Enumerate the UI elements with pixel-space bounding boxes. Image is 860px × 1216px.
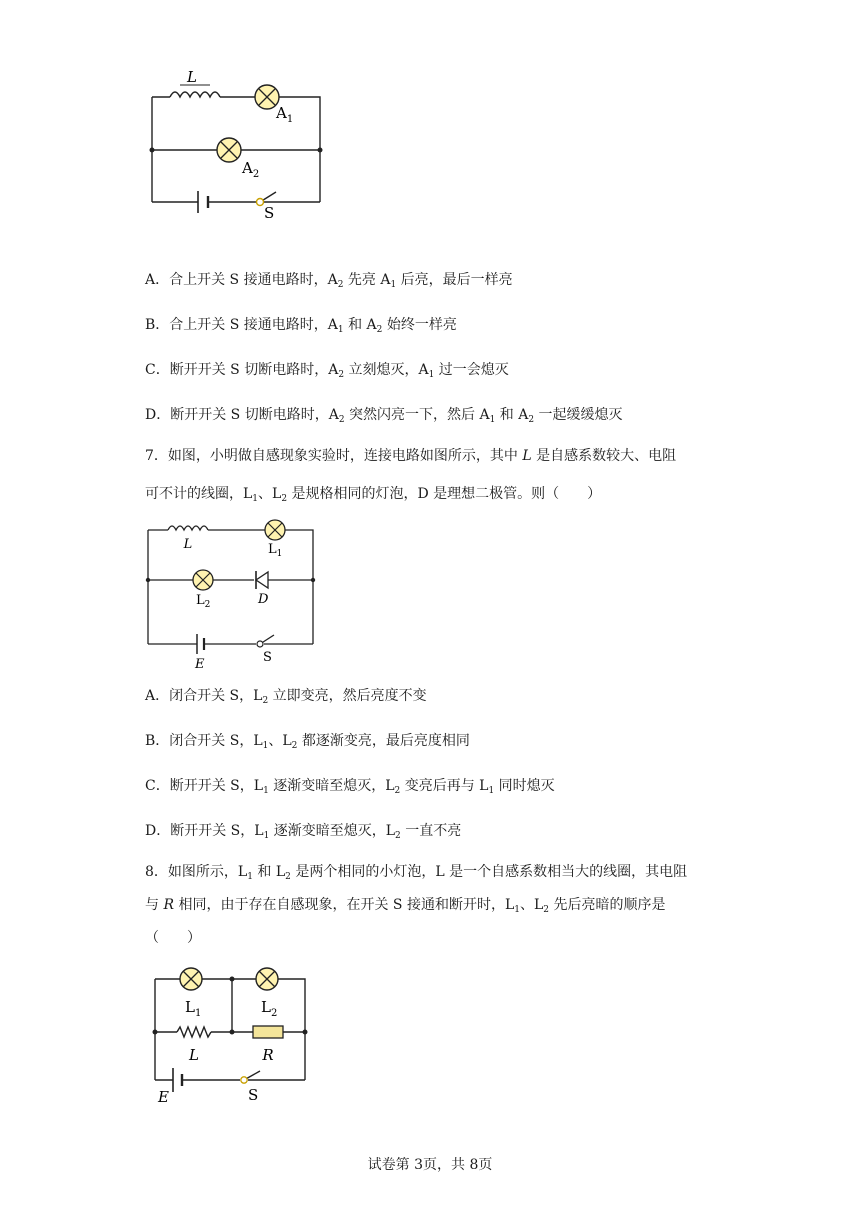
- label-e: E: [158, 1088, 169, 1106]
- junction-dot: [153, 1030, 158, 1035]
- page-footer: 试卷第 3页，共 8页: [367, 1157, 493, 1173]
- label-e: E: [195, 657, 205, 672]
- q7-option-a: A．闭合开关 S，$L_2$ 立即变亮，然后亮度不变: [145, 688, 427, 706]
- label-s: S: [248, 1086, 259, 1104]
- q8-stem-line-2: 与 R 相同，由于存在自感现象，在开关 S 接通和断开时，$L_1$、$L_2$ 先后亮暗的顺序是: [145, 897, 666, 915]
- junction-dot: [303, 1030, 308, 1035]
- q6-option-a: A．合上开关 S 接通电路时，$A_2$ 先亮 $A_1$ 后亮，最后一样亮: [145, 272, 513, 290]
- label-l2: $L_2$: [261, 998, 278, 1019]
- label-a1: $A_1$: [276, 104, 294, 125]
- q8-answer-bracket: （ ）: [145, 930, 201, 946]
- junction-dot: [230, 1030, 235, 1035]
- label-l2: $L_2$: [196, 593, 211, 610]
- q7-stem-line-2: 可不计的线圈，$L_1$、$L_2$ 是规格相同的灯泡，D 是理想二极管。则（ ）: [145, 486, 602, 504]
- lamp-l2-icon: [193, 570, 213, 590]
- q7-stem-line-1: 7．如图，小明做自感现象实验时，连接电路如图所示，其中 L 是自感系数较大、电阻: [145, 448, 677, 464]
- label-r: R: [262, 1046, 274, 1064]
- circuit-figure-1: [140, 60, 340, 220]
- diode-icon: [256, 571, 268, 589]
- label-s: S: [264, 204, 275, 220]
- label-l: L: [189, 1046, 199, 1064]
- q7-option-b: B．闭合开关 S，$L_1$、$L_2$ 都逐渐变亮，最后亮度相同: [145, 733, 470, 751]
- junction-dot: [311, 578, 315, 582]
- label-l1: $L_1$: [268, 542, 283, 559]
- lamp-l1-icon: [265, 520, 285, 540]
- label-l: L: [183, 537, 193, 552]
- q8-stem-line-1: 8．如图所示，$L_1$ 和 $L_2$ 是两个相同的小灯泡，L 是一个自感系数相当大的线圈，其电阻: [145, 864, 688, 882]
- q7-option-c: C．断开开关 S，$L_1$ 逐渐变暗至熄灭，$L_2$ 变亮后再与 $L_1$ 同时熄灭: [145, 778, 555, 796]
- switch-pivot: [257, 641, 263, 647]
- resistor-r-icon: [253, 1026, 283, 1038]
- lamp-l2-icon: [256, 968, 278, 990]
- circuit-figure-2: [140, 515, 330, 675]
- q6-option-b: B．合上开关 S 接通电路时，$A_1$ 和 $A_2$ 始终一样亮: [145, 317, 457, 335]
- label-d: D: [258, 592, 269, 607]
- q7-option-d: D．断开开关 S，$L_1$ 逐渐变暗至熄灭，$L_2$ 一直不亮: [145, 823, 462, 841]
- label-l: L: [187, 68, 197, 86]
- junction-dot: [318, 148, 323, 153]
- junction-dot: [230, 977, 235, 982]
- label-l1: $L_1$: [185, 998, 202, 1019]
- label-a2: $A_2$: [242, 159, 260, 180]
- label-s: S: [263, 650, 272, 665]
- junction-dot: [146, 578, 150, 582]
- lamp-a2-icon: [217, 138, 241, 162]
- lamp-l1-icon: [180, 968, 202, 990]
- q6-option-c: C．断开开关 S 切断电路时，$A_2$ 立刻熄灭，$A_1$ 过一会熄灭: [145, 362, 509, 380]
- junction-dot: [150, 148, 155, 153]
- switch-pivot: [257, 199, 264, 206]
- q6-option-d: D．断开开关 S 切断电路时，$A_2$ 突然闪亮一下，然后 $A_1$ 和 $A_2$ 一起缓缓熄灭: [145, 407, 623, 425]
- circuit-figure-3: [145, 960, 320, 1110]
- switch-pivot: [241, 1077, 247, 1083]
